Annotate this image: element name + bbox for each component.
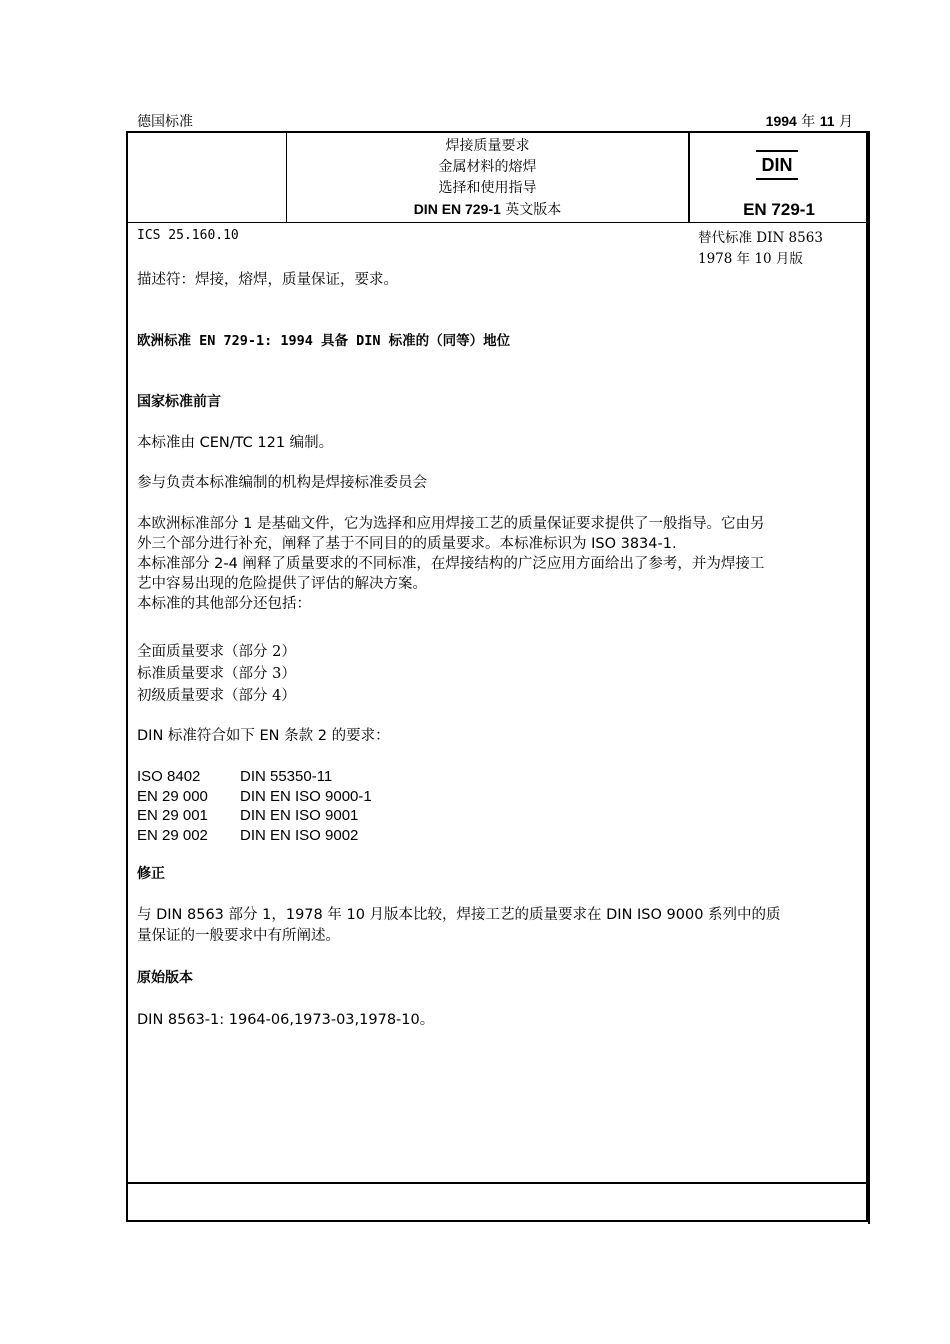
original-editions-text: DIN 8563-1: 1964-06,1973-03,1978-10。 (137, 1012, 435, 1028)
table-cell-en: EN 29 002 (137, 826, 208, 844)
amendments-line-2: 量保证的一般要求中有所阐述。 (137, 928, 340, 944)
table-row (137, 767, 372, 787)
publication-date (700, 111, 853, 131)
ics-code: ICS 25.160.10 (137, 228, 239, 243)
descriptors: 描述符：焊接，熔焊，质量保证，要求。 (137, 272, 398, 288)
table-row (137, 787, 372, 807)
date-year: 1994 (765, 113, 797, 129)
footer-rule (126, 1182, 868, 1184)
foreword-p3-line-4: 艺中容易出现的危险提供了评估的解决方案。 (137, 576, 427, 592)
standards-table (137, 767, 372, 845)
title-doc-line (287, 199, 688, 221)
list-item: 全面质量要求（部分 2） (137, 644, 296, 660)
header-bottom-rule (126, 222, 868, 223)
doc-number: DIN EN 729-1 (413, 201, 501, 217)
list-item: 初级质量要求（部分 4） (137, 688, 296, 704)
foreword-p3-line-5: 本标准的其他部分还包括： (137, 596, 311, 612)
foreword-p3-line-2: 外三个部分进行补充，阐释了基于不同目的的质量要求。本标准标识为 ISO 3834-1. (137, 536, 677, 552)
replaces-line-2: 1978 年 10 月版 (698, 251, 803, 267)
amendments-line-1: 与 DIN 8563 部分 1，1978 年 10 月版本比较，焊接工艺的质量要求在 DIN ISO 9000 系列中的质 (137, 907, 781, 923)
parts-list (137, 641, 857, 707)
title-line-2: 金属材料的熔焊 (438, 159, 537, 175)
foreword-p3-line-3: 本标准部分 2-4 阐释了质量要求的不同标准，在焊接结构的广泛应用方面给出了参考，并为焊接工 (137, 556, 765, 572)
din-logo: DIN (756, 150, 798, 180)
date-month-suffix: 月 (839, 114, 853, 130)
table-row (137, 806, 372, 826)
foreword-p1: 本标准由 CEN/TC 121 编制。 (137, 435, 334, 451)
foreword-heading: 国家标准前言 (137, 394, 221, 410)
table-cell-din: DIN EN ISO 9001 (240, 807, 359, 824)
table-cell-en: ISO 8402 (137, 768, 201, 785)
amendments-text (137, 905, 857, 947)
replaces-note (698, 228, 823, 270)
amendments-heading: 修正 (137, 866, 165, 882)
foreword-p3-line-1: 本欧洲标准部分 1 是基础文件，它为选择和应用焊接工艺的质量保证要求提供了一般指导。它由另 (137, 516, 765, 532)
date-month: 11 (819, 113, 835, 129)
title-line-1: 焊接质量要求 (445, 138, 530, 154)
table-cell-din: DIN 55350-11 (240, 768, 333, 785)
standard-number: EN 729-1 (743, 200, 815, 219)
date-year-suffix: 年 (801, 114, 816, 130)
foreword-p2: 参与负责本标准编制的机构是焊接标准委员会 (137, 475, 427, 491)
table-cell-din: DIN EN ISO 9002 (240, 826, 359, 844)
list-item: 标准质量要求（部分 3） (137, 666, 296, 682)
frame-right-edge (868, 131, 870, 1224)
din-compliance: DIN 标准符合如下 EN 条款 2 的要求： (137, 728, 390, 744)
table-cell-en: EN 29 000 (137, 787, 208, 805)
table-cell-din: DIN EN ISO 9000-1 (240, 787, 372, 805)
status-statement: 欧洲标准 EN 729-1: 1994 具备 DIN 标准的（同等）地位 (137, 333, 511, 349)
table-row (137, 826, 372, 846)
title-block (287, 136, 688, 221)
replaces-line-1: 替代标准 DIN 8563 (698, 230, 823, 246)
document-origin: 德国标准 (137, 114, 193, 130)
table-cell-en: EN 29 001 (137, 807, 208, 824)
foreword-p3 (137, 514, 857, 614)
title-line-3: 选择和使用指导 (438, 180, 537, 196)
doc-suffix: 英文版本 (505, 202, 562, 218)
original-editions-heading: 原始版本 (137, 970, 193, 986)
